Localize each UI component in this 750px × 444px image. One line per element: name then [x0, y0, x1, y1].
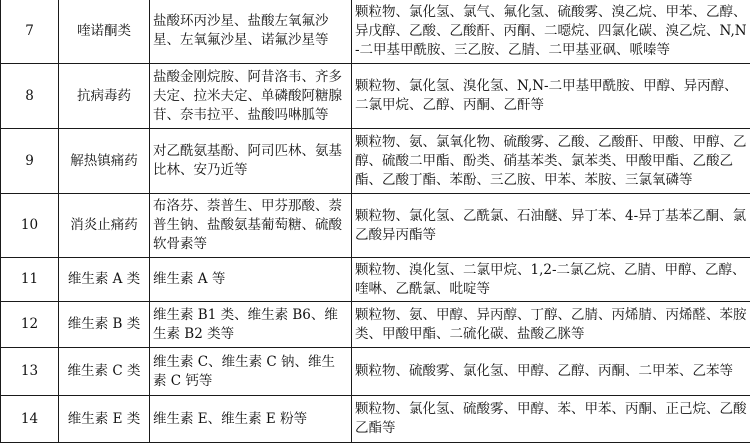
- table-row: [1, 64, 750, 129]
- row-drugs: 维生素 C、维生素 C 钠、维生素 C 钙等: [150, 348, 352, 396]
- row-drugs: 对乙酰氨基酚、阿司匹林、氨基比林、安乃近等: [150, 129, 352, 194]
- row-substances: 颗粒物、溴化氢、二氯甲烷、1,2-二氯乙烷、乙腈、甲醇、乙醇、喹啉、乙酰氯、吡啶等: [352, 258, 750, 302]
- row-category: 解热镇痛药: [59, 129, 150, 194]
- row-category: 抗病毒药: [59, 64, 150, 129]
- table-row: [1, 396, 750, 443]
- row-number: 7: [1, 0, 59, 64]
- row-substances: 颗粒物、氨、甲醇、异丙醇、丁醇、乙腈、丙烯腈、丙烯醛、苯胺类、甲酸甲酯、二硫化碳、盐酸乙脒等: [352, 302, 750, 348]
- row-substances: 颗粒物、硫酸雾、氯化氢、甲醇、乙醇、丙酮、二甲苯、乙苯等: [352, 348, 750, 396]
- row-drugs: 布洛芬、萘普生、甲芬那酸、萘普生钠、盐酸氨基葡萄糖、硫酸软骨素等: [150, 194, 352, 258]
- row-number: 10: [1, 194, 59, 258]
- row-category: 喹诺酮类: [59, 0, 150, 64]
- row-drugs: 维生素 E、维生素 E 粉等: [150, 396, 352, 443]
- table-row: [1, 258, 750, 302]
- row-number: 8: [1, 64, 59, 129]
- row-category: 消炎止痛药: [59, 194, 150, 258]
- table-row: [1, 0, 750, 64]
- row-drugs: 维生素 B1 类、维生素 B6、维生素 B2 类等: [150, 302, 352, 348]
- table-row: [1, 129, 750, 194]
- row-number: 11: [1, 258, 59, 302]
- row-substances: 颗粒物、氯化氢、溴化氢、N,N-二甲基甲酰胺、甲醇、异丙醇、二氯甲烷、乙醇、丙酮、乙酐等: [352, 64, 750, 129]
- row-substances: 颗粒物、氨、氯氧化物、硫酸雾、乙酸、乙酸酐、甲酸、甲醇、乙醇、硫酸二甲酯、酚类、硝基苯类、氯苯类、甲酸甲酯、乙酸乙酯、乙酸丁酯、苯酚、三乙胺、甲苯、苯胺、三氯氧磷等: [352, 129, 750, 194]
- row-category: 维生素 A 类: [59, 258, 150, 302]
- row-number: 14: [1, 396, 59, 443]
- table-row: [1, 194, 750, 258]
- row-substances: 颗粒物、氯化氢、氯气、氟化氢、硫酸雾、溴乙烷、甲苯、乙醇、异戊醇、乙酸、乙酸酐、丙酮、二噁烷、四氯化碳、溴乙烷、N,N-二甲基甲酰胺、三乙胺、乙腈、二甲基亚砜、哌嗪等: [352, 0, 750, 64]
- row-number: 9: [1, 129, 59, 194]
- row-number: 12: [1, 302, 59, 348]
- table-row: [1, 348, 750, 396]
- row-category: 维生素 C 类: [59, 348, 150, 396]
- row-drugs: 盐酸环丙沙星、盐酸左氧氟沙星、左氧氟沙星、诺氟沙星等: [150, 0, 352, 64]
- row-drugs: 盐酸金刚烷胺、阿昔洛韦、齐多夫定、拉米夫定、单磷酸阿糖腺苷、奈韦拉平、盐酸吗啉胍等: [150, 64, 352, 129]
- row-drugs: 维生素 A 等: [150, 258, 352, 302]
- row-category: 维生素 E 类: [59, 396, 150, 443]
- table-row: [1, 302, 750, 348]
- row-substances: 颗粒物、氯化氢、乙酰氯、石油醚、异丁苯、4-异丁基苯乙酮、氯乙酸异丙酯等: [352, 194, 750, 258]
- row-category: 维生素 B 类: [59, 302, 150, 348]
- row-substances: 颗粒物、氯化氢、硫酸雾、甲醇、苯、甲苯、丙酮、正己烷、乙酸乙酯等: [352, 396, 750, 443]
- row-number: 13: [1, 348, 59, 396]
